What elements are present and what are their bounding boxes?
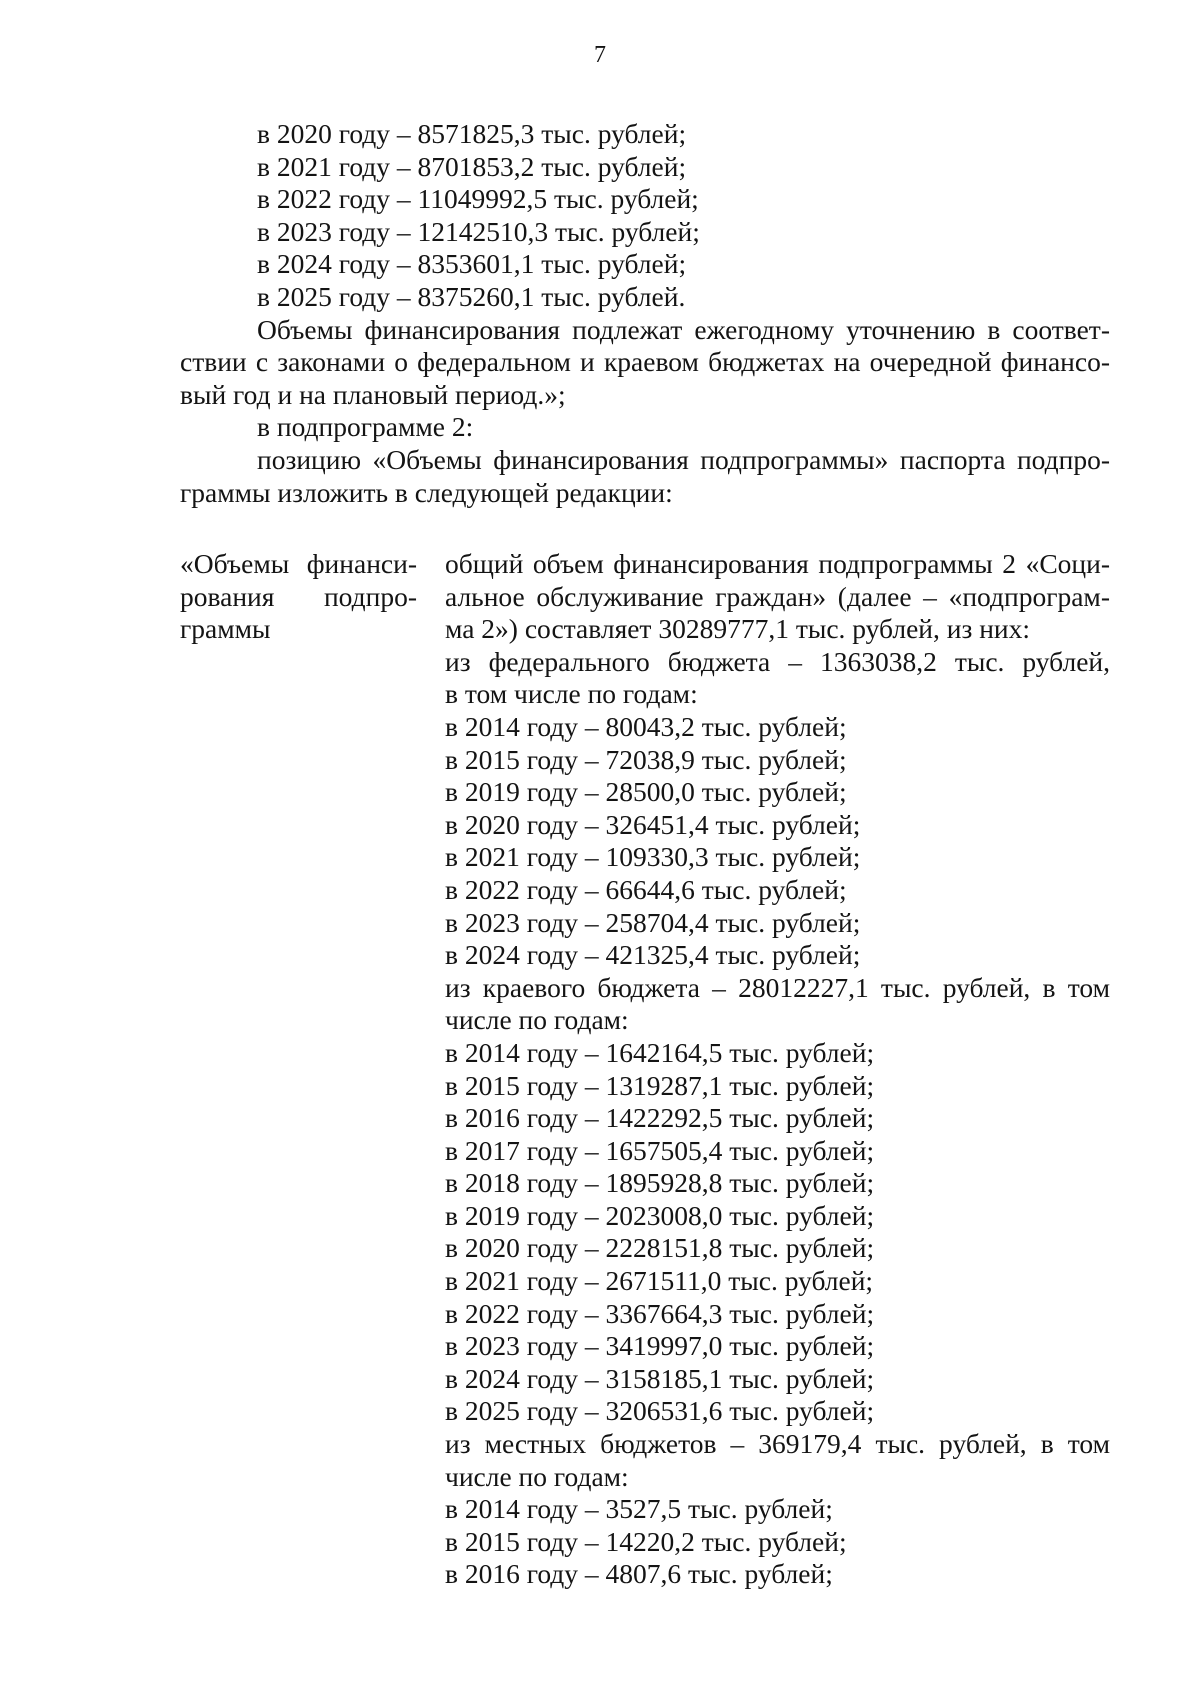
regional-budget-block <box>445 972 1110 1428</box>
financing-note-paragraph <box>180 314 1110 412</box>
local-budget-block <box>445 1428 1110 1591</box>
position-line: позицию «Объемы финансирования подпрограммы» паспорта подпро- <box>257 443 1110 475</box>
federal-year-line: в 2015 году – 72038,9 тыс. рублей; <box>445 743 847 775</box>
regional-year-line: в 2016 году – 1422292,5 тыс. рублей; <box>445 1102 875 1134</box>
federal-budget-line: из федерального бюджета – 1363038,2 тыс. рублей, <box>445 645 1110 677</box>
federal-budget-line: в том числе по годам: <box>445 678 698 710</box>
position-paragraph <box>180 444 1110 509</box>
regional-budget-line: из краевого бюджета – 28012227,1 тыс. рублей, в том <box>445 971 1110 1003</box>
regional-year-line: в 2015 году – 1319287,1 тыс. рублей; <box>445 1069 875 1101</box>
financing-note-line: ствии с законами о федеральном и краевом бюджетах на очередной финансо- <box>180 346 1110 378</box>
passport-label-line: граммы <box>180 613 271 645</box>
position-line: граммы изложить в следующей редакции: <box>180 476 673 508</box>
regional-year-line: в 2022 году – 3367664,3 тыс. рублей; <box>445 1297 875 1329</box>
intro-year-line: в 2024 году – 8353601,1 тыс. рублей; <box>257 248 687 280</box>
intro-year-line: в 2020 году – 8571825,3 тыс. рублей; <box>257 118 687 149</box>
financing-note-line: вый год и на плановый период.»; <box>180 378 566 410</box>
total-line: альное обслуживание граждан» (далее – «подпрограм- <box>445 580 1110 612</box>
regional-budget-line: числе по годам: <box>445 1004 629 1036</box>
passport-label-line: «Объемы финанси- <box>180 548 417 579</box>
total-line: ма 2») составляет 30289777,1 тыс. рублей, из них: <box>445 613 1031 645</box>
intro-year-line: в 2023 году – 12142510,3 тыс. рублей; <box>257 215 700 247</box>
intro-year-line: в 2025 году – 8375260,1 тыс. рублей. <box>257 280 686 312</box>
local-year-line: в 2016 году – 4807,6 тыс. рублей; <box>445 1558 833 1590</box>
federal-budget-block <box>445 646 1110 972</box>
local-year-line: в 2015 году – 14220,2 тыс. рублей; <box>445 1525 847 1557</box>
financing-note-line: Объемы финансирования подлежат ежегодному уточнению в соответ- <box>257 313 1110 345</box>
regional-year-line: в 2020 году – 2228151,8 тыс. рублей; <box>445 1232 875 1264</box>
regional-year-line: в 2017 году – 1657505,4 тыс. рублей; <box>445 1134 875 1166</box>
regional-year-line: в 2018 году – 1895928,8 тыс. рублей; <box>445 1167 875 1199</box>
federal-year-line: в 2014 году – 80043,2 тыс. рублей; <box>445 710 847 742</box>
local-year-line: в 2014 году – 3527,5 тыс. рублей; <box>445 1493 833 1525</box>
local-budget-line: из местных бюджетов – 369179,4 тыс. рублей, в том <box>445 1428 1110 1460</box>
federal-year-line: в 2021 году – 109330,3 тыс. рублей; <box>445 841 861 873</box>
intro-section <box>180 118 1110 509</box>
regional-year-line: в 2021 году – 2671511,0 тыс. рублей; <box>445 1265 874 1297</box>
federal-year-line: в 2024 году – 421325,4 тыс. рублей; <box>445 939 861 971</box>
passport-value-cell <box>445 548 1110 1591</box>
total-line: общий объем финансирования подпрограммы 2 «Соци- <box>445 548 1110 579</box>
regional-year-line: в 2025 году – 3206531,6 тыс. рублей; <box>445 1395 875 1427</box>
federal-year-line: в 2022 году – 66644,6 тыс. рублей; <box>445 873 847 905</box>
regional-year-line: в 2023 году – 3419997,0 тыс. рублей; <box>445 1330 875 1362</box>
regional-year-line: в 2024 году – 3158185,1 тыс. рублей; <box>445 1362 875 1394</box>
passport-label-cell <box>180 548 417 646</box>
regional-year-line: в 2019 году – 2023008,0 тыс. рублей; <box>445 1199 875 1231</box>
federal-year-line: в 2020 году – 326451,4 тыс. рублей; <box>445 808 861 840</box>
regional-year-line: в 2014 году – 1642164,5 тыс. рублей; <box>445 1036 875 1068</box>
local-budget-line: числе по годам: <box>445 1460 629 1492</box>
federal-year-line: в 2023 году – 258704,4 тыс. рублей; <box>445 906 861 938</box>
intro-year-line: в 2021 году – 8701853,2 тыс. рублей; <box>257 150 687 182</box>
federal-year-line: в 2019 году – 28500,0 тыс. рублей; <box>445 776 847 808</box>
intro-year-line: в 2022 году – 11049992,5 тыс. рублей; <box>257 183 699 215</box>
subprogram-heading: в подпрограмме 2: <box>257 411 474 443</box>
page-number: 7 <box>594 42 606 68</box>
passport-label-line: рования подпро- <box>180 580 417 612</box>
